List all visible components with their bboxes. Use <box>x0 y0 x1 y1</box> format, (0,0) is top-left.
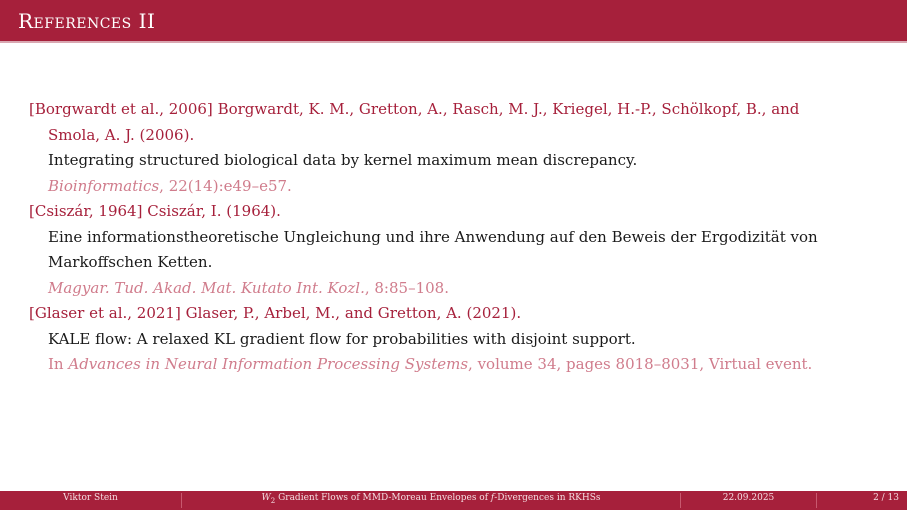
citation-key[interactable]: [Csiszár, 1964] <box>29 202 143 220</box>
footer-author: Viktor Stein <box>63 493 118 503</box>
reference-header <box>29 301 889 327</box>
reference-venue <box>29 174 889 200</box>
slide-footer <box>0 491 907 510</box>
venue-name: Magyar. Tud. Akad. Mat. Kutato Int. Kozl. <box>48 278 365 297</box>
reference-authors: Csiszár, I. (1964). <box>147 202 281 220</box>
venue-name: Bioinformatics <box>48 176 160 195</box>
reference-authors: Borgwardt, K. M., Gretton, A., Rasch, M. J., Kriegel, H.-P., Schölkopf, B., and <box>217 100 800 118</box>
title-symbol-f: f <box>490 493 495 503</box>
reference-venue <box>29 276 889 302</box>
reference-title: KALE flow: A relaxed KL gradient flow for probabilities with disjoint support. <box>48 329 636 348</box>
footer-talk-title <box>182 491 680 510</box>
venue-prefix: In <box>48 355 69 373</box>
reference-title-line-2: Markoffschen Ketten. <box>48 253 213 271</box>
venue-details: , 22(14):e49–e57. <box>159 176 292 195</box>
reference-header <box>29 199 889 225</box>
reference-venue <box>29 352 889 378</box>
reference-item-csiszar <box>29 199 889 301</box>
footer-date: 22.09.2025 <box>722 493 775 503</box>
reference-header <box>29 97 889 148</box>
venue-name: Advances in Neural Information Processing Systems <box>68 355 469 373</box>
reference-authors-continued: Smola, A. J. (2006). <box>48 125 195 144</box>
reference-authors: Glaser, P., Arbel, M., and Gretton, A. (2021). <box>185 304 522 322</box>
title-symbol-w: W <box>261 493 271 503</box>
reference-item-borgwardt <box>29 97 889 199</box>
reference-list <box>29 97 889 378</box>
footer-page-number: 2 / 13 <box>873 493 899 503</box>
slide-header <box>0 0 907 43</box>
citation-key[interactable]: [Glaser et al., 2021] <box>29 304 181 322</box>
reference-title: Integrating structured biological data by kernel maximum mean discrepancy. <box>48 151 638 169</box>
reference-item-glaser <box>29 301 889 378</box>
slide-title: References II <box>18 9 156 33</box>
reference-title-line-1: Eine informationstheoretische Ungleichung und ihre Anwendung auf den Beweis der Ergodizität von <box>48 227 818 246</box>
citation-key[interactable]: [Borgwardt et al., 2006] <box>29 100 213 118</box>
title-text-end: -Divergences in RKHSs <box>494 493 601 503</box>
venue-details: , 8:85–108. <box>364 278 449 297</box>
title-text: Gradient Flows of MMD-Moreau Envelopes of <box>275 493 491 503</box>
title-subscript: 2 <box>270 496 276 505</box>
venue-details: , volume 34, pages 8018–8031, Virtual event. <box>468 355 813 373</box>
